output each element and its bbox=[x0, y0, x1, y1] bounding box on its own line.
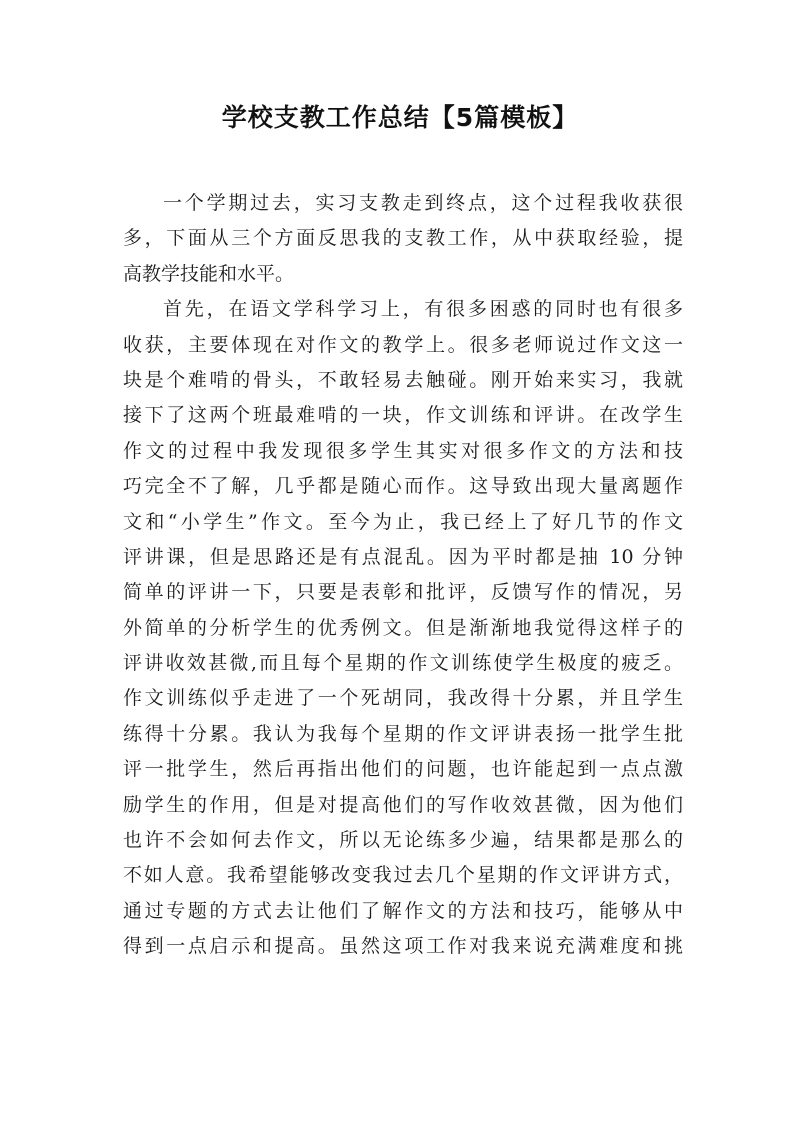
text-line: 高教学技能和水平。 bbox=[123, 262, 295, 285]
document-body bbox=[123, 186, 683, 965]
text-line: 练得十分累。我认为我每个星期的作文评讲表扬一批学生批 bbox=[123, 722, 683, 745]
text-line: 作文训练似乎走进了一个死胡同，我改得十分累，并且学生 bbox=[123, 687, 683, 710]
text-line: 也许不会如何去作文，所以无论练多少遍，结果都是那么的 bbox=[123, 829, 683, 852]
text-line: 接下了这两个班最难啃的一块，作文训练和评讲。在改学生 bbox=[123, 404, 683, 427]
text-line: 一个学期过去，实习支教走到终点，这个过程我收获很 bbox=[163, 192, 683, 214]
text-line: 多，下面从三个方面反思我的支教工作，从中获取经验，提 bbox=[123, 227, 683, 250]
text-line: 评一批学生，然后再指出他们的问题，也许能起到一点点激 bbox=[123, 758, 683, 781]
paragraph-1 bbox=[123, 186, 683, 292]
text-line: 外简单的分析学生的优秀例文。但是渐渐地我觉得这样子的 bbox=[123, 616, 683, 639]
text-line: 作文的过程中我发现很多学生其实对很多作文的方法和技 bbox=[123, 439, 683, 462]
text-line: 励学生的作用，但是对提高他们的写作收效甚微，因为他们 bbox=[123, 793, 683, 816]
text-line: 简单的评讲一下，只要是表彰和批评，反馈写作的情况，另 bbox=[123, 581, 683, 604]
text-line: 块是个难啃的骨头，不敢轻易去触碰。刚开始来实习，我就 bbox=[123, 368, 683, 391]
text-line: 巧完全不了解，几乎都是随心而作。这导致出现大量离题作 bbox=[123, 475, 683, 498]
text-line: 得到一点启示和提高。虽然这项工作对我来说充满难度和挑 bbox=[123, 935, 683, 958]
text-line: 文和“小学生”作文。至今为止，我已经上了好几节的作文 bbox=[123, 510, 683, 533]
text-line: 评讲收效甚微,而且每个星期的作文训练使学生极度的疲乏。 bbox=[123, 652, 683, 675]
text-line: 收获，主要体现在对作文的教学上。很多老师说过作文这一 bbox=[123, 333, 683, 356]
page-title: 学校支教工作总结【5篇模板】 bbox=[221, 103, 579, 132]
text-line: 首先，在语文学科学习上，有很多困惑的同时也有很多 bbox=[163, 298, 683, 321]
text-line: 不如人意。我希望能够改变我过去几个星期的作文评讲方式， bbox=[123, 864, 683, 887]
paragraph-2 bbox=[123, 292, 683, 964]
text-line: 通过专题的方式去让他们了解作文的方法和技巧，能够从中 bbox=[123, 899, 683, 922]
text-line: 评讲课，但是思路还是有点混乱。因为平时都是抽 10 分钟 bbox=[123, 545, 683, 568]
